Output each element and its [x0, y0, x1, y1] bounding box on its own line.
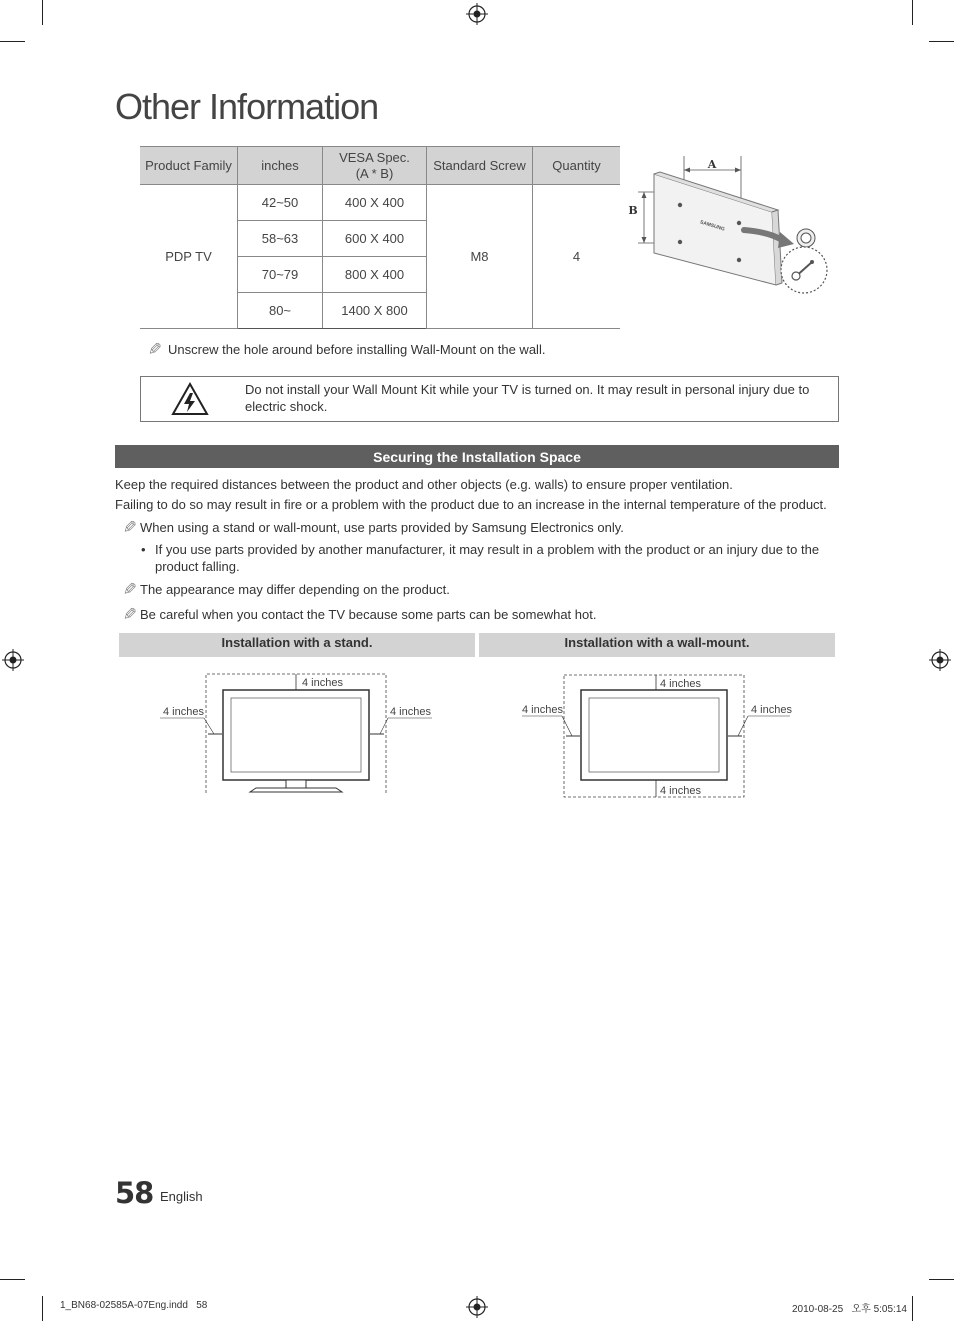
dimension-b-label: B [628, 204, 638, 217]
header-vesa-line2: (A * B) [355, 165, 394, 181]
note-unscrew [140, 341, 545, 358]
header-vesa [323, 147, 427, 185]
cell-inches: 80~ [238, 293, 323, 329]
paragraph: Keep the required distances between the product and other objects (e.g. walls) to ensure proper ventilation. [115, 477, 733, 492]
note-item [115, 519, 839, 536]
note-text: When using a stand or wall-mount, use parts provided by Samsung Electronics only. [140, 520, 624, 535]
crop-mark [0, 41, 25, 42]
crop-mark [42, 1296, 43, 1321]
registration-mark-icon [929, 649, 951, 671]
note-text: Be careful when you contact the TV because some parts can be somewhat hot. [140, 607, 597, 622]
crop-mark [912, 1296, 913, 1321]
cell-vesa: 600 X 400 [323, 221, 427, 257]
crop-mark [912, 0, 913, 25]
dimension-a-label: A [707, 158, 717, 171]
page-language: English [160, 1189, 203, 1204]
header-standard-screw: Standard Screw [427, 147, 533, 185]
header-quantity: Quantity [533, 147, 621, 185]
section-heading: Securing the Installation Space [115, 445, 839, 468]
crop-mark [42, 0, 43, 25]
electric-shock-warning-icon [171, 382, 209, 416]
stand-installation-heading: Installation with a stand. [119, 633, 475, 657]
tv-brand-logo: SAMSUNG [699, 219, 726, 233]
crop-mark [929, 1279, 954, 1280]
vesa-spec-table [140, 146, 620, 329]
wall-installation-heading: Installation with a wall-mount. [479, 633, 835, 657]
crop-mark [929, 41, 954, 42]
bullet-icon: • [141, 542, 146, 557]
clearance-left-label: 4 inches [522, 704, 563, 716]
clearance-bottom-label: 4 inches [660, 785, 701, 797]
note-item [115, 606, 839, 623]
header-inches: inches [238, 147, 323, 185]
footer-timestamp: 2010-08-25 오후 5:05:14 [792, 1304, 907, 1315]
crop-mark [0, 1279, 25, 1280]
clearance-top-label: 4 inches [302, 677, 343, 689]
note-text: The appearance may differ depending on the product. [140, 582, 450, 597]
pencil-note-icon: ✎ [122, 605, 137, 624]
registration-mark-icon [2, 649, 24, 671]
cell-inches: 42~50 [238, 185, 323, 221]
cell-vesa: 1400 X 800 [323, 293, 427, 329]
clearance-left-label: 4 inches [163, 706, 204, 718]
warning-box [140, 376, 839, 422]
footer-file-name: 1_BN68-02585A-07Eng.indd 58 [60, 1300, 208, 1311]
header-product-family: Product Family [140, 147, 238, 185]
cell-inches: 58~63 [238, 221, 323, 257]
wall-mount-diagram [624, 150, 834, 300]
table-row [140, 185, 620, 221]
cell-screw: M8 [427, 185, 533, 329]
bullet-item [141, 541, 839, 575]
cell-vesa: 800 X 400 [323, 257, 427, 293]
pencil-note-icon: ✎ [147, 340, 162, 359]
cell-quantity: 4 [533, 185, 621, 329]
header-vesa-line1: VESA Spec. [339, 149, 410, 165]
table-header-row [140, 147, 620, 185]
clearance-right-label: 4 inches [751, 704, 792, 716]
cell-vesa: 400 X 400 [323, 185, 427, 221]
cell-product-family: PDP TV [140, 185, 238, 329]
clearance-right-label: 4 inches [390, 706, 431, 718]
pencil-note-icon: ✎ [122, 518, 137, 537]
stand-clearance-diagram [150, 668, 450, 798]
clearance-top-label: 4 inches [660, 678, 701, 690]
wall-mount-clearance-diagram [508, 668, 808, 800]
pencil-note-icon: ✎ [122, 580, 137, 599]
note-item [115, 581, 839, 598]
registration-mark-icon [466, 1296, 488, 1318]
note-unscrew-text: Unscrew the hole around before installing Wall-Mount on the wall. [168, 342, 546, 357]
registration-mark-icon [466, 3, 488, 25]
paragraph: Failing to do so may result in fire or a problem with the product due to an increase in the internal temperature of the product. [115, 497, 827, 512]
page-number: 58 [115, 1176, 154, 1210]
cell-inches: 70~79 [238, 257, 323, 293]
warning-text: Do not install your Wall Mount Kit while your TV is turned on. It may result in personal injury due to electric shock. [245, 382, 810, 414]
page-title: Other Information [115, 86, 379, 127]
bullet-text: If you use parts provided by another manufacturer, it may result in a problem with the product or an injury due to the product falling. [155, 542, 820, 574]
